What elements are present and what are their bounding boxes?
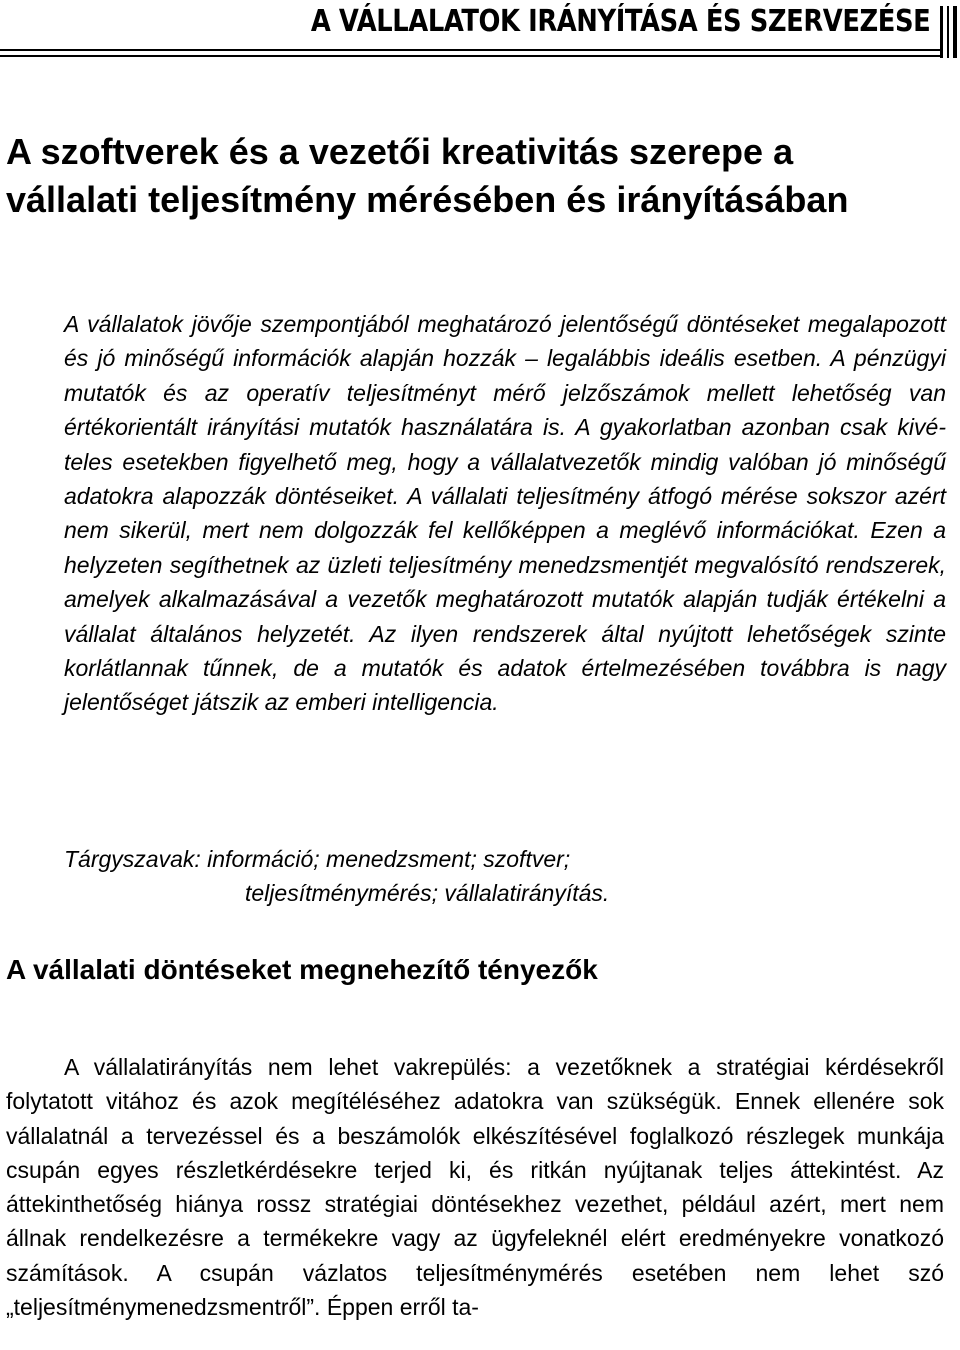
abstract: A vállalatok jövője szempontjából meghatározó jelentőségű döntéseket megalapozott és jó minőségű információk alapján hozzák – legalábbis ideális esetben. A pénzügyi mutatók és az operatív teljesítményt mérő jelzőszámok mellett lehetőség van értékorientált irányítási mutatók használatára is. A gyakorlatban azonban csak kivételes esetekben figyelhető meg, hogy a vállalatvezetők mindig valóban jó minőségű adatokra alapozzák döntéseiket. A vállalati teljesítmény átfogó mérése sokszor azért nem sikerül, mert nem dolgozzák fel kellőképpen a meglévő információkat. Ezen a helyzeten segíthetnek az üzleti teljesítmény menedzsmentjét megvalósító rendszerek, amelyek alkalmazásával a vezetők meghatározott mutatók alapján tudják értékelni a vállalat általános helyzetét. Az ilyen rendszerek által nyújtott lehetőségek szinte korlátlannak tűnnek, de a mutatók és adatok értelmezésében továbbra is nagy jelentőséget játszik az emberi intelligencia.: [64, 311, 946, 716]
keywords-line-1: információ; menedzsment; szoftver;: [207, 846, 571, 872]
article-title: A szoftverek és a vezetői kreativitás szerepe a vállalati teljesítmény mérésében és irányításában: [6, 131, 849, 220]
section-title: A vállalati döntéseket megnehezítő tényezők: [6, 954, 598, 985]
header-vertical-bar: [940, 6, 943, 58]
keywords-label: Tárgyszavak:: [64, 846, 208, 872]
header-vertical-bar: [947, 6, 949, 58]
header-rule-lower: [0, 55, 940, 57]
header-rule-upper: [0, 49, 940, 51]
body-paragraph: A vállalatirányítás nem lehet vakrepülés: a vezetőknek a stratégiai kérdésekről folytatott vitához és azok megítéléséhez adatokra van szükségük. Ennek ellenére sok vállalatnál a tervezéssel és a beszámolók elkészítésével foglalkozó részlegek munkája csupán egyes részletkérdésekre terjed ki, és ritkán nyújtanak teljes áttekintést. Az áttekinthetőség hiánya rossz stratégiai döntésekhez vezethet, például azért, mert nem állnak rendelkezésre a termékekre vagy az ügyfeleknél elért eredményekre vonatkozó számítások. A csupán vázlatos teljesítménymérés esetében nem lehet szó „teljesítménymenedzsmentről”. Éppen erről ta-: [6, 1054, 944, 1321]
keywords-line-2: teljesítménymérés; vállalatirányítás.: [245, 880, 610, 906]
running-header: [0, 0, 960, 62]
keywords: [64, 842, 924, 910]
running-header-title: A VÁLLALATOK IRÁNYÍTÁSA ÉS SZERVEZÉSE: [310, 4, 930, 39]
header-vertical-bar: [953, 6, 957, 58]
